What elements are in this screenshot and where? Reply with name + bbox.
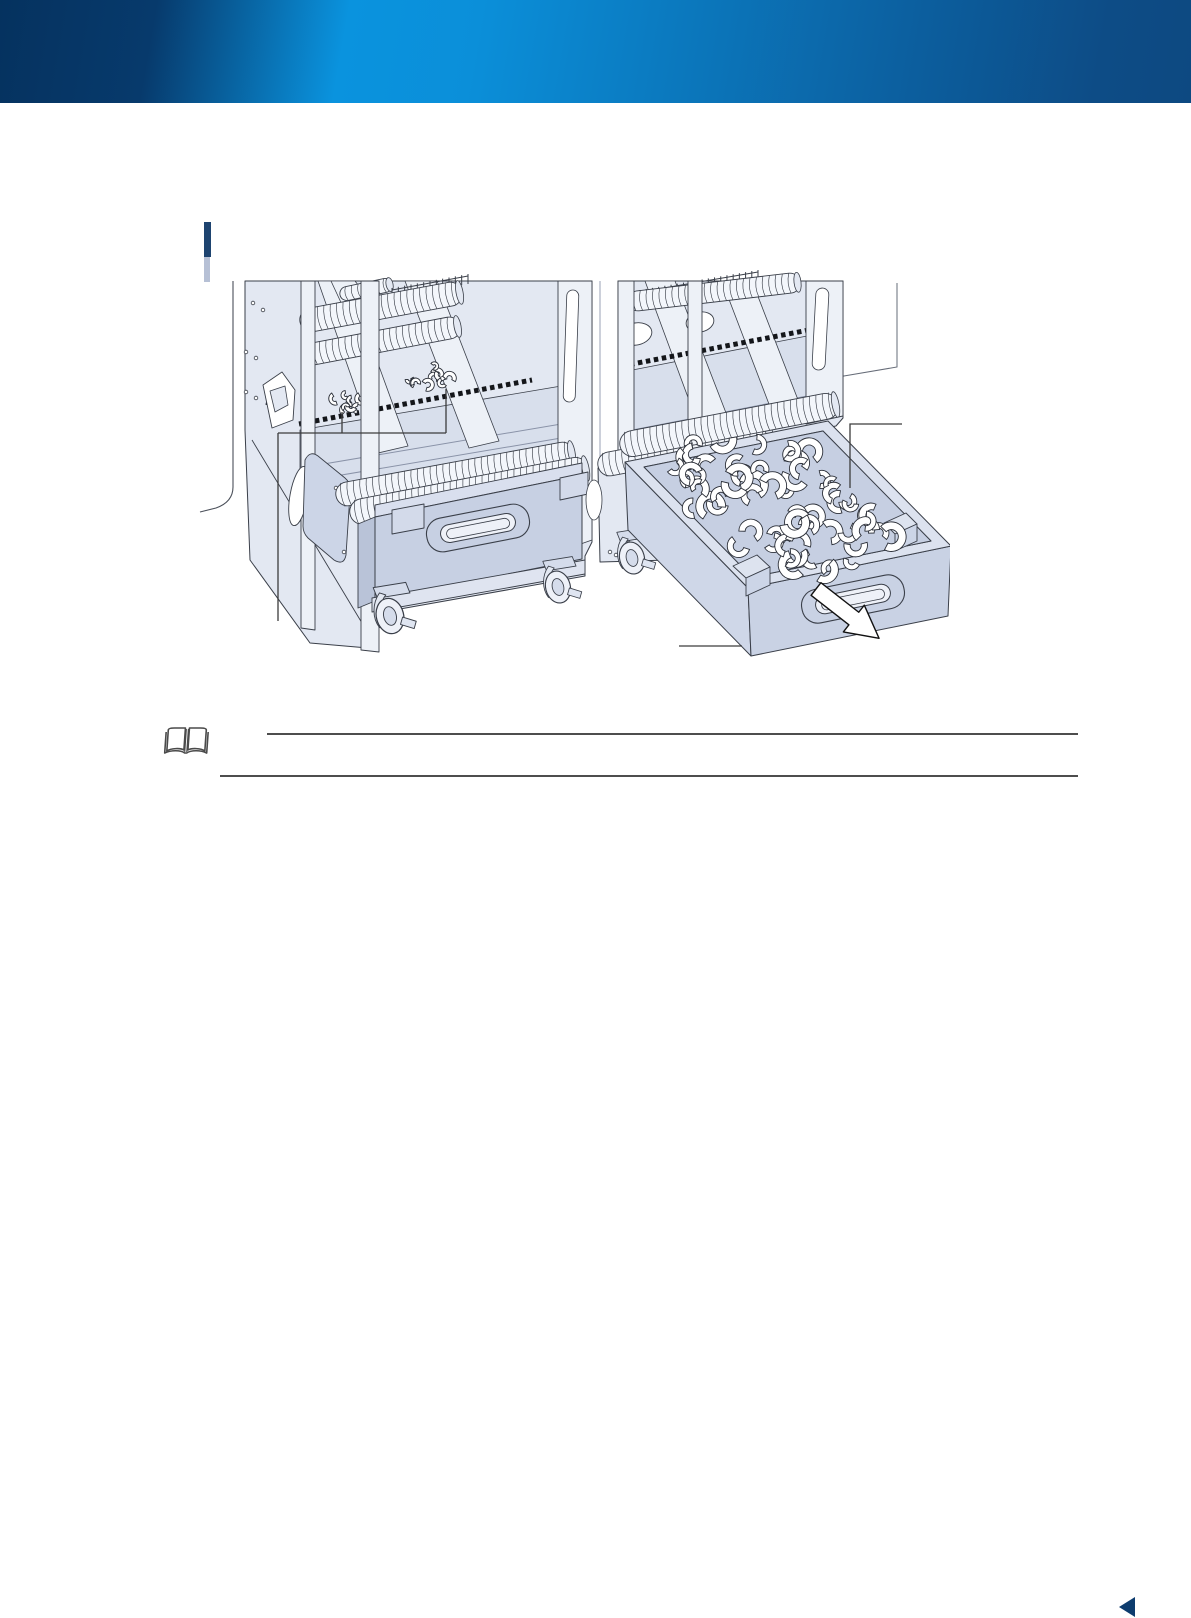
scrap-bin-open [625, 421, 950, 656]
feeder-cart-figure [190, 268, 950, 670]
prev-page-button[interactable] [1118, 1596, 1136, 1618]
feeder-cart-left [244, 274, 592, 652]
figure-waste-bin-illustration [190, 268, 950, 670]
header-banner [0, 0, 1191, 103]
open-book-icon [158, 720, 212, 760]
left-triangle-icon [1118, 1596, 1136, 1618]
section-marker-accent [204, 222, 211, 257]
wall-floor-lines [200, 281, 233, 512]
note-rule-top [267, 733, 1078, 735]
note-rule-bottom [220, 775, 1078, 777]
